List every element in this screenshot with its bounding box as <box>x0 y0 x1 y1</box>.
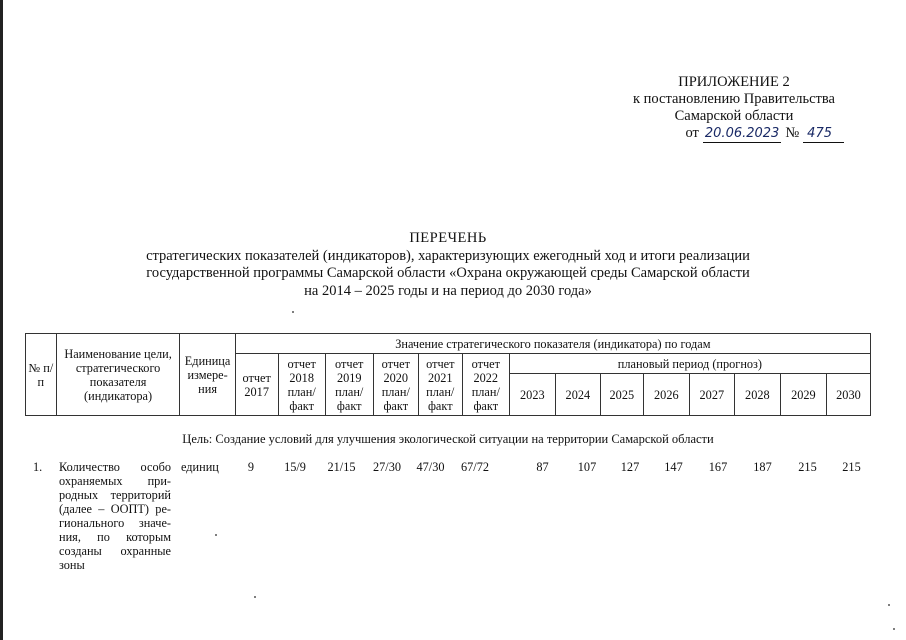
subtitle-line-1: стратегических показателей (индикаторов), характеризующих ежегодный ход и итоги реализации <box>146 247 750 264</box>
handwritten-date: 20.06.2023 <box>704 126 780 141</box>
row-value-2021: 47/30 <box>416 460 445 474</box>
row-value-2023: 87 <box>536 460 549 474</box>
col-name-header: Наименование цели, стратегического показателя (индикатора) <box>56 334 180 416</box>
subtitle-line-3: на 2014 – 2025 годы и на период до 2030 года» <box>304 282 592 299</box>
scan-speck <box>893 628 895 630</box>
scan-edge <box>0 0 3 640</box>
plan-period-header: плановый период (прогноз) <box>509 354 870 374</box>
document-title <box>80 230 816 300</box>
col-unit-header: Единица измере- ния <box>180 334 235 416</box>
row-value-2025: 127 <box>620 460 640 474</box>
goal-line: Цель: Создание условий для улучшения экологической ситуации на территории Самарской области <box>182 432 714 446</box>
row-value-2027: 167 <box>708 460 728 474</box>
col-report-2017: отчет 2017 <box>235 354 278 416</box>
annex-block <box>604 74 864 143</box>
col-report-2022: отчет 2022 план/ факт <box>462 354 509 416</box>
row-value-2026: 147 <box>664 460 683 474</box>
row-value-2030: 215 <box>842 460 861 474</box>
indicators-table-header <box>25 333 871 416</box>
row-value-2028: 187 <box>753 460 772 474</box>
col-plan-2028: 2028 <box>734 374 780 416</box>
row-number: 1. <box>33 460 43 474</box>
col-report-2020: отчет 2020 план/ факт <box>373 354 418 416</box>
row-value-2024: 107 <box>577 460 597 474</box>
group-values-header: Значение стратегического показателя (индикатора) по годам <box>235 334 870 354</box>
col-report-2021: отчет 2021 план/ факт <box>418 354 462 416</box>
row-value-2020: 27/30 <box>372 460 401 474</box>
col-plan-2026: 2026 <box>643 374 689 416</box>
annex-line-1: к постановлению Правительства <box>633 91 835 107</box>
scan-speck <box>215 534 217 536</box>
col-plan-2023: 2023 <box>509 374 555 416</box>
row-value-2017: 9 <box>247 460 255 474</box>
col-report-2019: отчет 2019 план/ факт <box>325 354 373 416</box>
annex-title: ПРИЛОЖЕНИЕ 2 <box>678 74 790 90</box>
from-label: от <box>685 125 699 141</box>
row-value-2029: 215 <box>798 460 817 474</box>
col-plan-2024: 2024 <box>555 374 600 416</box>
document-heading: ПЕРЕЧЕНЬ <box>409 230 487 246</box>
col-plan-2025: 2025 <box>600 374 643 416</box>
col-plan-2027: 2027 <box>689 374 734 416</box>
scan-speck <box>292 311 294 313</box>
number-label: № <box>785 125 800 141</box>
scan-speck <box>254 596 256 598</box>
col-report-2018: отчет 2018 план/ факт <box>278 354 325 416</box>
annex-signature-line <box>604 125 844 143</box>
row-indicator-name: Количество особо охраняемых при-родных территорий (далее – ООПТ) ре-гионального значе-ния, по которым созданы охранные зоны <box>59 460 171 572</box>
annex-line-2: Самарской области <box>674 108 794 124</box>
col-number-header: № п/п <box>26 334 57 416</box>
col-plan-2029: 2029 <box>780 374 826 416</box>
row-value-2018: 15/9 <box>284 460 306 474</box>
row-value-2019: 21/15 <box>327 460 356 474</box>
scan-speck <box>888 604 890 606</box>
subtitle-line-2: государственной программы Самарской области «Охрана окружающей среды Самарской области <box>146 265 750 281</box>
row-value-2022: 67/72 <box>460 460 489 474</box>
row-unit: единиц <box>181 460 219 474</box>
handwritten-number: 475 <box>803 125 844 143</box>
col-plan-2030: 2030 <box>826 374 870 416</box>
